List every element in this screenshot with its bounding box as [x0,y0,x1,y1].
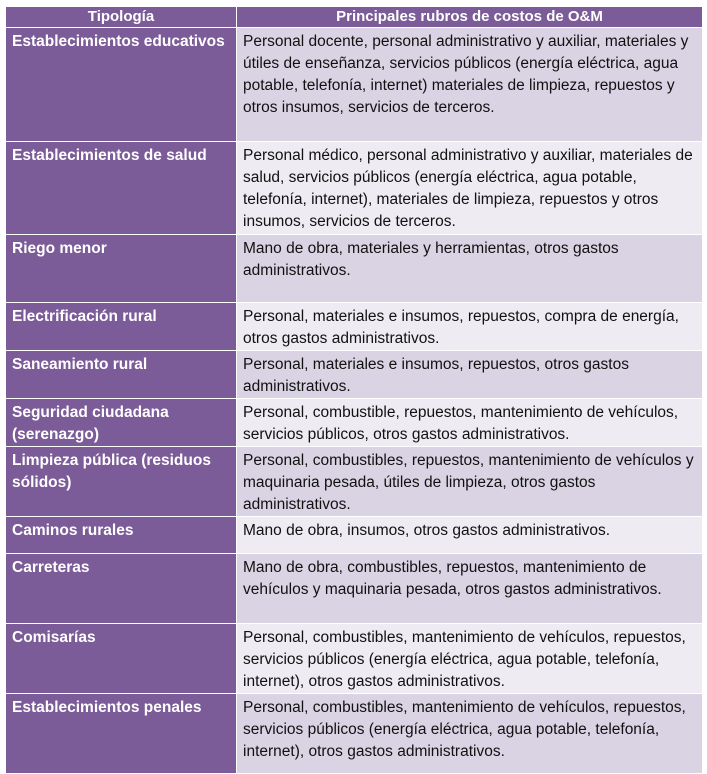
row-rubros: Personal docente, personal administrativo y auxiliar, materiales y útiles de enseñanza, servicios públicos (energía eléctrica, agua potable, telefonía, internet) materiales de limpieza, repuestos y otros insumos, servicios de terceros. [237,28,703,142]
om-costs-table [5,6,703,774]
table-row [6,303,703,351]
row-rubros: Personal, combustibles, mantenimiento de vehículos, repuestos, servicios públicos (energía eléctrica, agua potable, telefonía, internet), otros gastos administrativos. [237,624,703,694]
table-row [6,694,703,774]
table-row [6,351,703,399]
row-tipologia: Comisarías [6,624,237,694]
row-rubros: Personal médico, personal administrativo y auxiliar, materiales de salud, servicios públicos (energía eléctrica, agua potable, telefonía, internet), materiales de limpieza, repuestos y otros insumos, servicios de terceros. [237,142,703,235]
header-rubros: Principales rubros de costos de O&M [237,7,703,28]
table-row [6,624,703,694]
table-row [6,517,703,554]
table-row [6,235,703,303]
table-row [6,142,703,235]
row-rubros: Mano de obra, combustibles, repuestos, mantenimiento de vehículos y maquinaria pesada, otros gastos administrativos. [237,554,703,624]
table-row [6,399,703,447]
header-tipologia: Tipología [6,7,237,28]
row-rubros: Personal, materiales e insumos, repuestos, otros gastos administrativos. [237,351,703,399]
row-tipologia: Establecimientos de salud [6,142,237,235]
row-rubros: Personal, materiales e insumos, repuestos, compra de energía, otros gastos administrativos. [237,303,703,351]
row-tipologia: Saneamiento rural [6,351,237,399]
row-tipologia: Limpieza pública (residuos sólidos) [6,447,237,517]
row-rubros: Mano de obra, insumos, otros gastos administrativos. [237,517,703,554]
table-row [6,447,703,517]
table-row [6,554,703,624]
table-row [6,28,703,142]
row-rubros: Mano de obra, materiales y herramientas, otros gastos administrativos. [237,235,703,303]
row-tipologia: Establecimientos educativos [6,28,237,142]
header-row [6,7,703,28]
row-rubros: Personal, combustibles, repuestos, mantenimiento de vehículos y maquinaria pesada, útiles de limpieza, otros gastos administrativos. [237,447,703,517]
row-rubros: Personal, combustible, repuestos, mantenimiento de vehículos, servicios públicos, otros gastos administrativos. [237,399,703,447]
row-rubros: Personal, combustibles, mantenimiento de vehículos, repuestos, servicios públicos (energía eléctrica, agua potable, telefonía, internet), otros gastos administrativos. [237,694,703,774]
row-tipologia: Establecimientos penales [6,694,237,774]
row-tipologia: Caminos rurales [6,517,237,554]
row-tipologia: Electrificación rural [6,303,237,351]
row-tipologia: Carreteras [6,554,237,624]
row-tipologia: Riego menor [6,235,237,303]
row-tipologia: Seguridad ciudadana (serenazgo) [6,399,237,447]
